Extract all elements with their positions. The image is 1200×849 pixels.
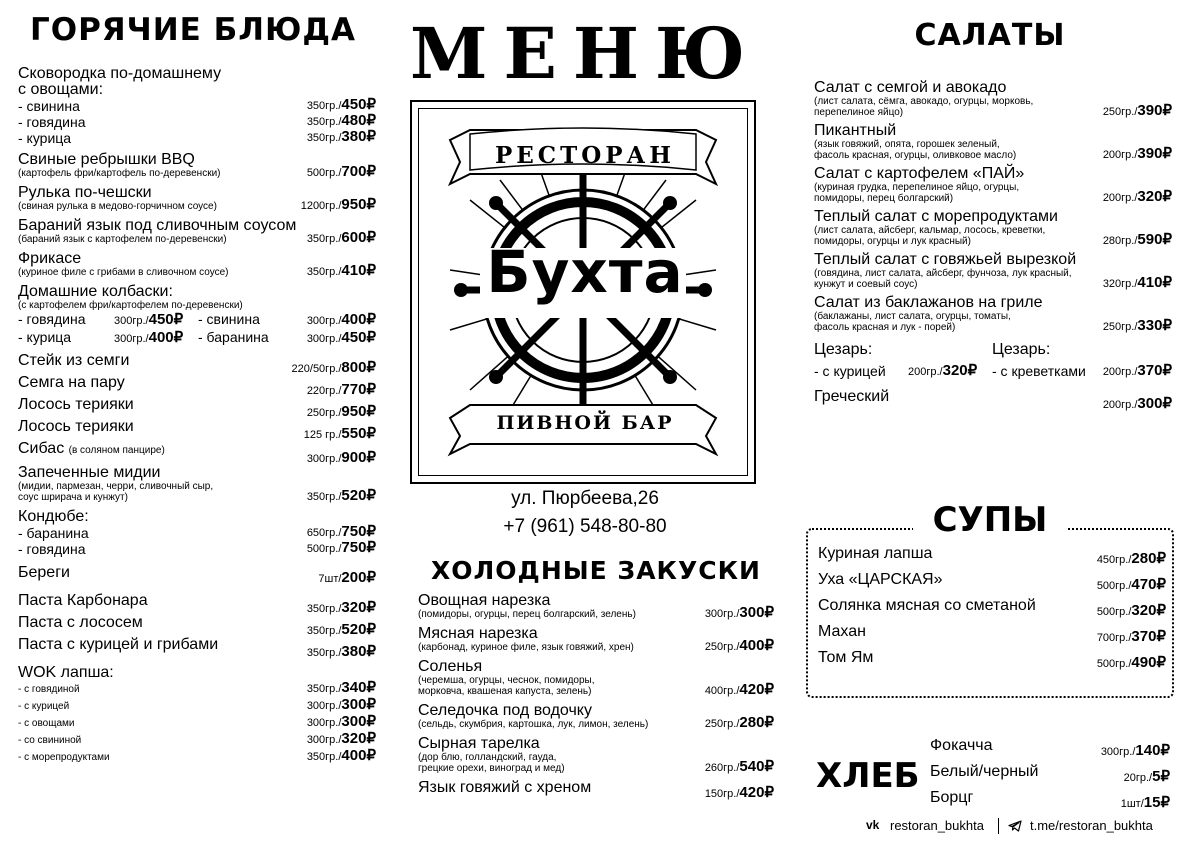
menu-item: Лосось терияки 250гр./950₽ [18, 396, 376, 420]
logo-emblem [410, 100, 756, 484]
logo-name: Бухта [486, 238, 684, 306]
soups-title: СУПЫ [806, 500, 1174, 540]
menu-item: Фрикасе (куриное филе с грибами в сливочном соусе) 350гр./410₽ [18, 250, 376, 279]
menu-item: Запеченные мидии (мидии, пармезан, черри, сливочный сыр, соус шрирача и кунжут) 350гр./520₽ [18, 464, 376, 504]
caesar-shrimp-price: 200гр./370₽ [1102, 362, 1172, 379]
menu-subitem: - с говядиной 350гр./340₽ [18, 679, 376, 696]
menu-item: Свиные ребрышки BBQ (картофель фри/картофель по-деревенски) 500гр./700₽ [18, 151, 376, 180]
logo-frame [410, 100, 756, 484]
logo-top-banner: РЕСТОРАН [494, 142, 676, 169]
menu-item: Стейк из семги 220/50гр./800₽ [18, 352, 376, 376]
phone: +7 (961) 548-80-80 [503, 516, 667, 537]
social-divider [998, 818, 999, 834]
menu-item: Домашние колбаски: (с картофелем фри/картофелем по-деревенски) [18, 283, 243, 311]
menu-item: Куриная лапша 450гр./280₽ [818, 545, 1166, 567]
menu-item: Сковородка по-домашнему с овощами: [18, 65, 222, 98]
menu-item: Том Ям 500гр./490₽ [818, 649, 1166, 671]
caesar-shrimp-label: Цезарь: [992, 341, 1051, 358]
menu-item: Соленья (черемша, огурцы, чеснок, помидоры, морковча, квашеная капуста, зелень) 400гр./420₽ [418, 658, 774, 698]
menu-item: Салат с картофелем «ПАЙ» (куриная грудка, перепелиное яйцо, огурцы, помидоры, перец болгарский) 200гр./320₽ [814, 165, 1172, 205]
menu-subitem: - свинина 350гр./450₽ [18, 96, 376, 114]
menu-item: Салат из баклажанов на гриле (баклажаны, лист салата, огурцы, томаты, фасоль красная и лук - порей) 250гр./330₽ [814, 294, 1172, 334]
menu-item: Паста с курицей и грибами 350гр./380₽ [18, 636, 376, 660]
menu-subitem: - говядина 350гр./480₽ [18, 112, 376, 130]
menu-item: Солянка мясная со сметаной 500гр./320₽ [818, 597, 1166, 619]
menu-item: Лосось терияки 125 гр./550₽ [18, 418, 376, 442]
social-links [866, 818, 1172, 836]
ship-wheel-icon [454, 161, 712, 419]
caesar-chicken-label: Цезарь: [814, 341, 873, 358]
menu-subitem-row: - курица 300гр./400₽ - баранина 300гр./450₽ [18, 329, 376, 346]
hot-dishes-title: ГОРЯЧИЕ БЛЮДА [29, 12, 357, 48]
menu-item: Паста Карбонара 350гр./320₽ [18, 592, 376, 616]
menu-item: Береги 7шт/200₽ [18, 564, 376, 586]
menu-item: Салат с семгой и авокадо (лист салата, сёмга, авокадо, огурцы, морковь, перепелиное яйцо) 250гр./390₽ [814, 79, 1172, 119]
logo-bottom-banner: ПИВНОЙ БАР [496, 412, 674, 434]
menu-item: Греческий 200гр./300₽ [814, 388, 1172, 412]
menu-item: Борцг 1шт/15₽ [930, 789, 1170, 811]
menu-item: Пикантный (язык говяжий, опята, горошек зеленый, фасоль красная, огурцы, оливковое масло) 200гр./390₽ [814, 122, 1172, 162]
menu-item: Мясная нарезка (карбонад, куриное филе, язык говяжий, хрен) 250гр./400₽ [418, 625, 774, 654]
hot-dishes-list [18, 66, 376, 766]
menu-item: Селедочка под водочку (сельдь, скумбрия, картошка, лук, лимон, зелень) 250гр./280₽ [418, 702, 774, 731]
menu-subitem: - курица 350гр./380₽ [18, 128, 376, 146]
menu-item: Овощная нарезка (помидоры, огурцы, перец болгарский, зелень) 300гр./300₽ [418, 592, 774, 621]
cold-appetizers-section [418, 556, 774, 800]
menu-item: Сырная тарелка (дор блю, голландский, гауда, грецкие орехи, виноград и мед) 260гр./540₽ [418, 735, 774, 775]
menu-item: Паста с лососем 350гр./520₽ [18, 614, 376, 638]
menu-subitem: - с курицей 300гр./300₽ [18, 696, 376, 713]
bread-list [930, 738, 1170, 816]
caesar-row [814, 341, 1172, 381]
soups-list [818, 546, 1166, 676]
menu-subitem: - со свининой 300гр./320₽ [18, 730, 376, 747]
menu-item: Язык говяжий с хреном 150гр./420₽ [418, 779, 774, 801]
menu-item: Рулька по-чешски (свиная рулька в медово-горчичном соусе) 1200гр./950₽ [18, 184, 376, 213]
menu-subitem-row: - говядина 300гр./450₽ - свинина 300гр./400₽ [18, 311, 376, 328]
cold-appetizers-title: ХОЛОДНЫЕ ЗАКУСКИ [431, 556, 761, 585]
caesar-chicken-price: 200гр./320₽ [908, 362, 978, 379]
menu-item: Теплый салат с морепродуктами (лист салата, айсберг, кальмар, лосось, креветки, помидоры, огурцы и лук красный) 280гр./590₽ [814, 208, 1172, 248]
menu-item: Уха «ЦАРСКАЯ» 500гр./470₽ [818, 571, 1166, 593]
sunburst-rays [450, 170, 716, 410]
menu-item: Семга на пару 220гр./770₽ [18, 374, 376, 398]
caesar-shrimp-sub: - с креветками [992, 363, 1086, 379]
menu-item: WOK лапша: [18, 664, 114, 681]
menu-item: Белый/черный 20гр./5₽ [930, 763, 1170, 785]
telegram-link[interactable]: t.me/restoran_bukhta [1030, 818, 1153, 833]
telegram-icon[interactable] [1008, 820, 1022, 832]
bottom-ribbon [450, 405, 716, 454]
menu-subitem: - баранина 650гр./750₽ [18, 523, 376, 541]
address: ул. Пюрбеева,26 [511, 488, 659, 509]
menu-subitem: - с морепродуктами 350гр./400₽ [18, 747, 376, 764]
menu-item: Теплый салат с говяжьей вырезкой (говядина, лист салата, айсберг, фунчоза, лук красный, кунжут и соевый соус) 320гр./410₽ [814, 251, 1172, 291]
menu-item: Сибас (в соляном панцире) 300гр./900₽ [18, 440, 376, 466]
menu-item: Фокачча 300гр./140₽ [930, 737, 1170, 759]
menu-item: Кондюбе: [18, 508, 89, 525]
menu-item: Махан 700гр./370₽ [818, 623, 1166, 645]
menu-title: МЕНЮ [410, 12, 762, 95]
bread-title: ХЛЕБ [816, 756, 920, 796]
menu-subitem: - с овощами 300гр./300₽ [18, 713, 376, 730]
caesar-chicken-sub: - с курицей [814, 363, 886, 379]
salads-title: САЛАТЫ [914, 18, 1066, 53]
salads-list [814, 80, 1172, 411]
top-ribbon [450, 128, 716, 184]
vk-link[interactable]: restoran_bukhta [890, 818, 984, 833]
menu-subitem: - говядина 500гр./750₽ [18, 539, 376, 557]
vk-icon[interactable]: vk [866, 818, 880, 832]
menu-item: Бараний язык под сливочным соусом (бараний язык с картофелем по-деревенски) 350гр./600₽ [18, 217, 376, 246]
